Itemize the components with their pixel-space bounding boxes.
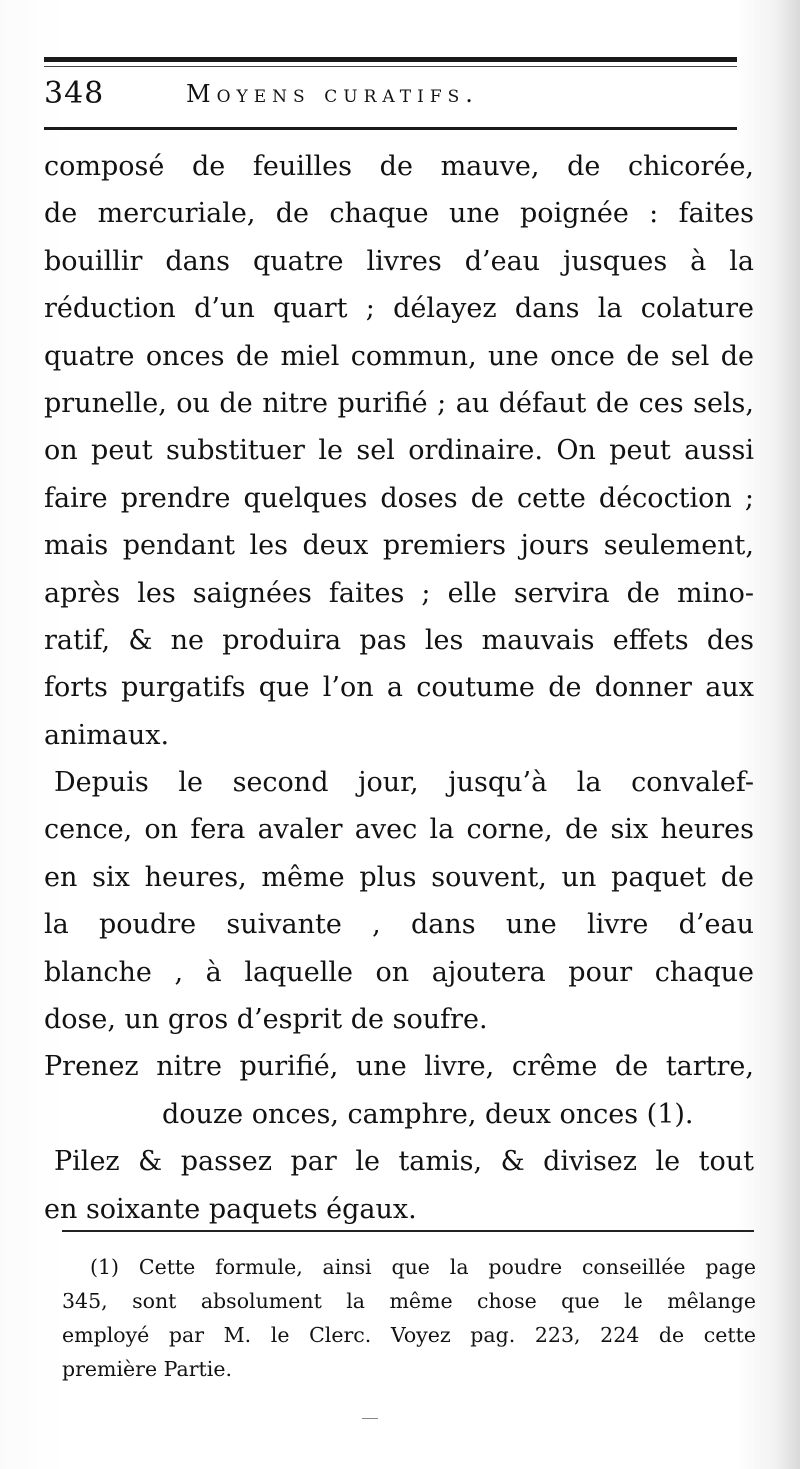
running-head bbox=[44, 74, 737, 114]
body-text bbox=[44, 143, 754, 1233]
text-line: ratif, & ne produira pas les mauvais effets des bbox=[44, 624, 754, 656]
text-line: composé de feuilles de mauve, de chicorée, bbox=[44, 151, 754, 182]
paragraph-first-line: Depuis le second jour, jusqu’à la convalef- bbox=[54, 767, 754, 799]
text-line: quatre onces de miel commun, une once de sel de bbox=[44, 340, 754, 372]
text-line: on peut substituer le sel ordinaire. On peut aussi bbox=[44, 435, 754, 467]
footnote-line: employé par M. le Clerc. Voyez pag. 223, 224 de cette bbox=[62, 1323, 756, 1347]
text-line: faire prendre quelques doses de cette décoction ; bbox=[44, 482, 754, 514]
text-line: en six heures, même plus souvent, un paquet de bbox=[44, 861, 754, 893]
recipe-line: Prenez nitre purifié, une livre, crême de tartre, bbox=[44, 1051, 754, 1083]
text-line: cence, on fera avaler avec la corne, de six heures bbox=[44, 814, 754, 846]
top-rule bbox=[44, 57, 737, 62]
header-rule bbox=[44, 127, 737, 130]
footnote-line: 345, sont absolument la même chose que le mêlange bbox=[62, 1289, 756, 1313]
recipe-line: douze onces, camphre, deux onces (1). bbox=[162, 1098, 694, 1130]
text-line: animaux. bbox=[44, 719, 170, 751]
text-line: après les saignées faites ; elle servira de mino- bbox=[44, 577, 754, 609]
text-line: en soixante paquets égaux. bbox=[44, 1193, 417, 1225]
text-line: la poudre suivante , dans une livre d’eau bbox=[44, 909, 754, 941]
footnote-line: première Partie. bbox=[62, 1357, 232, 1381]
text-line: bouillir dans quatre livres d’eau jusques à la bbox=[44, 245, 754, 277]
footnote-rule bbox=[62, 1230, 754, 1232]
text-line: blanche , à laquelle on ajoutera pour chaque bbox=[44, 956, 754, 988]
text-line: mais pendant les deux premiers jours seulement, bbox=[44, 530, 754, 562]
text-line: prunelle, ou de nitre purifié ; au défaut de ces sels, bbox=[44, 387, 754, 419]
paragraph-first-line: Pilez & passez par le tamis, & divisez le tout bbox=[54, 1146, 754, 1178]
text-line: forts purgatifs que l’on a coutume de donner aux bbox=[44, 672, 754, 704]
footnote-line: (1) Cette formule, ainsi que la poudre conseillée page bbox=[90, 1255, 756, 1279]
page-number: 348 bbox=[44, 76, 105, 111]
text-line: dose, un gros d’esprit de soufre. bbox=[44, 1004, 488, 1036]
running-title: Moyens curatifs. bbox=[186, 80, 479, 108]
bottom-mark bbox=[362, 1418, 378, 1419]
top-rule-thin bbox=[44, 66, 737, 67]
text-line: réduction d’un quart ; délayez dans la colature bbox=[44, 293, 754, 325]
footnote bbox=[62, 1250, 756, 1386]
text-line: de mercuriale, de chaque une poignée : faites bbox=[44, 198, 754, 230]
